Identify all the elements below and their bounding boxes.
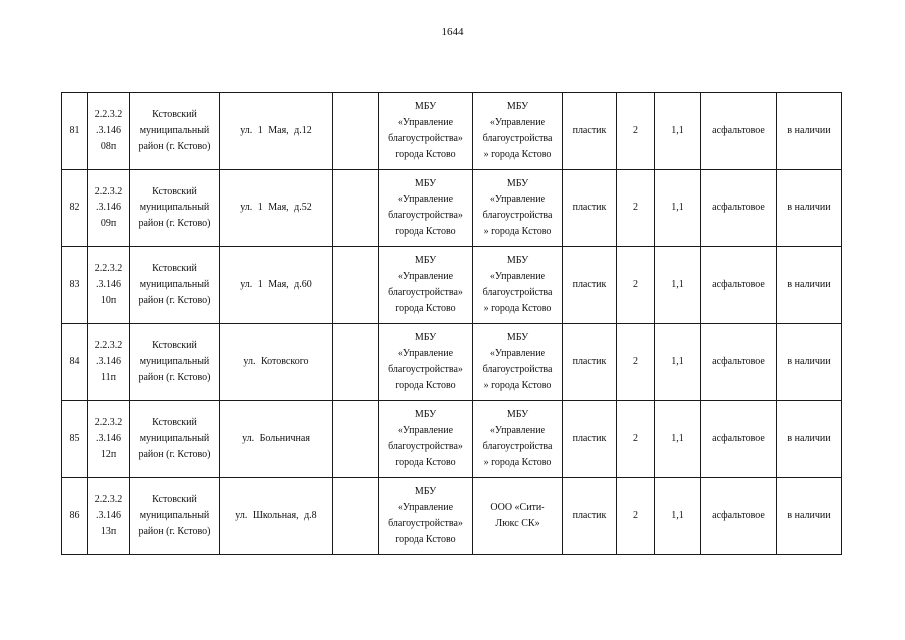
surface-type: асфальтовое [701,324,777,401]
operator-line: МБУ [506,178,529,189]
registry-code [88,93,130,170]
container-volume: 1,1 [655,247,701,324]
extra-cell [333,170,379,247]
district-line: муниципальный [139,279,210,290]
district [130,324,220,401]
registry-code [88,401,130,478]
owner-line: города Кстово [395,226,456,237]
address: ул. Больничная [220,401,333,478]
owner-line: «Управление [397,117,454,128]
owner-line: благоустройства» [388,364,463,375]
container-count: 2 [617,324,655,401]
operator-line: ООО «Сити- [490,502,545,513]
owner [379,247,473,324]
district-line: Кстовский [152,109,197,120]
container-sites-table [61,92,842,555]
registry-code-line: 11п [101,372,116,383]
container-count: 2 [617,478,655,555]
district [130,478,220,555]
availability-status: в наличии [777,170,842,247]
availability-status: в наличии [777,478,842,555]
owner-line: города Кстово [395,149,456,160]
container-volume: 1,1 [655,478,701,555]
operator-line: «Управление [489,194,546,205]
owner-line: «Управление [397,271,454,282]
row-number: 86 [62,478,88,555]
operator-line: » города Кстово [483,226,552,237]
registry-code-line: 2.2.3.2 [94,340,123,351]
operator [473,247,563,324]
district-line: муниципальный [139,510,210,521]
district-line: Кстовский [152,186,197,197]
district-line: район (г. Кстово) [138,449,211,460]
registry-code-line: .3.146 [96,510,121,521]
district-line: муниципальный [139,125,210,136]
owner-line: МБУ [414,332,437,343]
address: ул. 1 Мая, д.60 [220,247,333,324]
address: ул. 1 Мая, д.12 [220,93,333,170]
address: ул. Школьная, д.8 [220,478,333,555]
owner-line: благоустройства» [388,210,463,221]
owner [379,401,473,478]
container-count: 2 [617,93,655,170]
owner-line: города Кстово [395,457,456,468]
district-line: район (г. Кстово) [138,526,211,537]
operator [473,478,563,555]
address: ул. Котовского [220,324,333,401]
registry-code-line: 08п [100,141,117,152]
operator-line: «Управление [489,271,546,282]
registry-code [88,247,130,324]
row-number: 81 [62,93,88,170]
district [130,93,220,170]
registry-code-line: 10п [100,295,117,306]
district-line: район (г. Кстово) [138,295,211,306]
registry-code-line: .3.146 [96,356,121,367]
operator-line: благоустройства [482,287,553,298]
container-material: пластик [563,93,617,170]
operator-line: благоустройства [482,441,553,452]
row-number: 85 [62,401,88,478]
owner-line: благоустройства» [388,133,463,144]
owner-line: благоустройства» [388,287,463,298]
operator-line: МБУ [506,332,529,343]
operator-line: » города Кстово [483,380,552,391]
registry-code-line: .3.146 [96,202,121,213]
operator-line: «Управление [489,425,546,436]
container-volume: 1,1 [655,324,701,401]
surface-type: асфальтовое [701,170,777,247]
table-row [62,93,842,170]
availability-status: в наличии [777,93,842,170]
registry-code-line: 13п [100,526,117,537]
registry-code-line: .3.146 [96,433,121,444]
availability-status: в наличии [777,401,842,478]
operator-line: » города Кстово [483,149,552,160]
table-row [62,478,842,555]
operator-line: благоустройства [482,364,553,375]
district-line: район (г. Кстово) [138,141,211,152]
operator-line: благоустройства [482,133,553,144]
surface-type: асфальтовое [701,401,777,478]
address: ул. 1 Мая, д.52 [220,170,333,247]
registry-code [88,478,130,555]
operator-line: » города Кстово [483,303,552,314]
owner-line: благоустройства» [388,441,463,452]
surface-type: асфальтовое [701,93,777,170]
availability-status: в наличии [777,247,842,324]
owner [379,478,473,555]
registry-code [88,170,130,247]
registry-code-line: 2.2.3.2 [94,186,123,197]
table-row [62,170,842,247]
container-material: пластик [563,324,617,401]
extra-cell [333,324,379,401]
operator-line: МБУ [506,409,529,420]
owner-line: МБУ [414,101,437,112]
table-row [62,324,842,401]
owner-line: МБУ [414,486,437,497]
owner-line: МБУ [414,409,437,420]
operator [473,93,563,170]
operator-line: МБУ [506,101,529,112]
district-line: Кстовский [152,417,197,428]
container-count: 2 [617,247,655,324]
operator-line: » города Кстово [483,457,552,468]
container-volume: 1,1 [655,170,701,247]
availability-status: в наличии [777,324,842,401]
district-line: Кстовский [152,494,197,505]
registry-code-line: .3.146 [96,125,121,136]
row-number: 82 [62,170,88,247]
row-number: 84 [62,324,88,401]
container-count: 2 [617,401,655,478]
district-line: муниципальный [139,433,210,444]
container-material: пластик [563,478,617,555]
owner-line: города Кстово [395,380,456,391]
operator [473,170,563,247]
owner-line: «Управление [397,194,454,205]
owner [379,324,473,401]
table-body [62,93,842,555]
table-row [62,247,842,324]
surface-type: асфальтовое [701,478,777,555]
operator [473,401,563,478]
owner-line: благоустройства» [388,518,463,529]
row-number: 83 [62,247,88,324]
district-line: Кстовский [152,263,197,274]
district-line: Кстовский [152,340,197,351]
registry-code-line: 2.2.3.2 [94,494,123,505]
district-line: район (г. Кстово) [138,372,211,383]
page-number: 1644 [441,26,464,38]
operator-line: МБУ [506,255,529,266]
owner-line: «Управление [397,502,454,513]
operator-line: Люкс СК» [495,518,540,529]
extra-cell [333,401,379,478]
district [130,247,220,324]
container-material: пластик [563,247,617,324]
registry-code-line: 12п [100,449,117,460]
owner-line: города Кстово [395,534,456,545]
owner-line: «Управление [397,425,454,436]
container-volume: 1,1 [655,401,701,478]
operator-line: «Управление [489,348,546,359]
container-count: 2 [617,170,655,247]
surface-type: асфальтовое [701,247,777,324]
owner [379,93,473,170]
container-material: пластик [563,170,617,247]
extra-cell [333,93,379,170]
registry-code-line: 2.2.3.2 [94,263,123,274]
extra-cell [333,478,379,555]
table-row [62,401,842,478]
owner-line: «Управление [397,348,454,359]
registry-code [88,324,130,401]
district [130,401,220,478]
extra-cell [333,247,379,324]
registry-code-line: .3.146 [96,279,121,290]
operator-line: благоустройства [482,210,553,221]
district-line: муниципальный [139,202,210,213]
district-line: район (г. Кстово) [138,218,211,229]
district [130,170,220,247]
registry-code-line: 09п [100,218,117,229]
owner [379,170,473,247]
registry-code-line: 2.2.3.2 [94,417,123,428]
operator-line: «Управление [489,117,546,128]
district-line: муниципальный [139,356,210,367]
owner-line: МБУ [414,178,437,189]
container-material: пластик [563,401,617,478]
registry-code-line: 2.2.3.2 [94,109,123,120]
container-volume: 1,1 [655,93,701,170]
owner-line: города Кстово [395,303,456,314]
operator [473,324,563,401]
owner-line: МБУ [414,255,437,266]
